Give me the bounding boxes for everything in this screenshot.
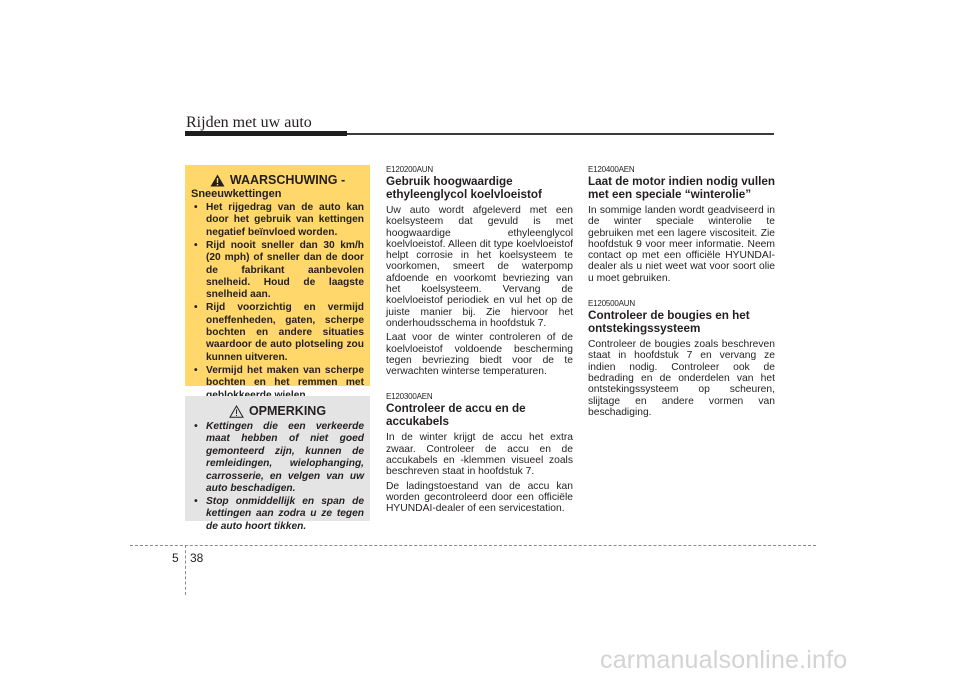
paragraph: De ladingstoestand van de accu kan worden gecontroleerd door een officiële HYUNDAI-dealer of een servicestation. — [386, 480, 573, 515]
note-title — [191, 404, 364, 418]
paragraph: Controleer de bougies zoals beschreven staat in hoofdstuk 7 en vervang ze indien nodig. Controleer ook de bedrading en de onderdelen van het ontstekingssysteem op scheuren, slijtage en andere vormen van beschadiging. — [588, 339, 775, 418]
note-title-text: OPMERKING — [248, 404, 327, 418]
note-list — [191, 421, 364, 533]
bullet: • — [194, 302, 198, 314]
watermark: carmanualsonline.info — [600, 646, 848, 674]
chapter-number: 5 — [172, 551, 179, 565]
header-rule-thin — [347, 133, 774, 135]
page-header-title: Rijden met uw auto — [186, 114, 312, 131]
warning-item — [191, 202, 364, 239]
note-box — [185, 396, 370, 532]
section-code: E120500AUN — [588, 299, 635, 309]
paragraph: In de winter krijgt de accu het extra zwaar. Controleer de accu en de accukabels en -klemmen visueel zoals beschreven staat in hoofdstuk 7. — [386, 432, 573, 478]
warning-item-text: Het rijgedrag van de auto kan door het gebruik van kettingen negatief beïnvloed worden. — [206, 202, 364, 238]
middle-column — [386, 165, 573, 518]
section-code: E120400AEN — [588, 165, 635, 174]
bullet: • — [194, 364, 198, 376]
warning-item — [191, 240, 364, 302]
section-code: E120200AUN — [386, 165, 433, 174]
section-heading: Gebruik hoogwaardige ethyleenglycol koelvloeistof — [386, 175, 542, 201]
section-heading: Laat de motor indien nodig vullen met een speciale “winterolie” — [588, 175, 776, 201]
warning-box — [185, 165, 370, 389]
right-column — [588, 165, 775, 421]
caution-triangle-icon — [229, 405, 244, 418]
warning-list — [191, 202, 364, 402]
bullet: • — [194, 495, 198, 507]
section-heading: Controleer de bougies en het ontstekingssysteem — [588, 309, 750, 335]
warning-item-text: Rijd nooit sneller dan 30 km/h (20 mph) of sneller dan de door de fabrikant aanbevolen snelheid. Houd de laagste snelheid aan. — [206, 239, 364, 301]
note-item — [191, 421, 364, 495]
paragraph: In sommige landen wordt geadviseerd in de winter speciale winterolie te gebruiken met een lagere viscositeit. Zie hoofdstuk 9 voor meer informatie. Neem contact op met een officiële HYUNDAI-dealer als u niet weet wat voor soort olie u moet gebruiken. — [588, 205, 775, 284]
footer-rule — [130, 545, 816, 546]
note-item — [191, 496, 364, 533]
warning-item-text: Rijd voorzichtig en vermijd oneffenheden, gaten, scherpe bochten en andere situaties waardoor de auto plotseling zou kunnen uitveren. — [206, 302, 364, 363]
paragraph: Laat voor de winter controleren of de koelvloeistof voldoende bescherming tegen bevriezing biedt voor de te verwachten winterse temperaturen. — [386, 332, 573, 378]
warning-title — [191, 173, 364, 187]
bullet: • — [194, 202, 198, 213]
footer-vertical-rule — [185, 545, 186, 595]
note-item-text: Kettingen die een verkeerde maat hebben of niet goed gemonteerd zijn, kunnen de remleidingen, wielophanging, carrosserie, en velgen van uw auto beschadigen. — [206, 421, 364, 495]
section-code: E120300AEN — [386, 392, 433, 402]
warning-item — [191, 302, 364, 364]
paragraph: Uw auto wordt afgeleverd met een koelsysteem dat gevuld is met hoogwaardige ethyleenglycol koelvloeistof. Alleen dit type koelvloeistof helpt corrosie in het koelsysteem te voorkomen, smeert de waterpomp afdoende en voorkomt bevriezing van het koelsysteem. Vervang de koelvloeistof periodiek en vul het op de juiste manier bij. Zie hiervoor het onderhoudsschema in hoofdstuk 7. — [386, 205, 573, 329]
section-heading: Controleer de accu en de accukabels — [386, 402, 526, 428]
warning-subtitle: Sneeuwkettingen — [191, 188, 282, 200]
bullet: • — [194, 421, 198, 432]
warning-item-text: Vermijd het maken van scherpe bochten en het remmen met — [206, 364, 364, 389]
header-rule-thick — [185, 131, 347, 136]
note-item-text: Stop onmiddellijk en span de kettingen aan zodra u ze tegen de auto hoort tikken. — [206, 495, 364, 532]
bullet: • — [194, 239, 198, 251]
warning-triangle-icon — [210, 174, 225, 187]
warning-title-text: WAARSCHUWING - — [229, 173, 346, 187]
page-number: 38 — [190, 551, 204, 565]
